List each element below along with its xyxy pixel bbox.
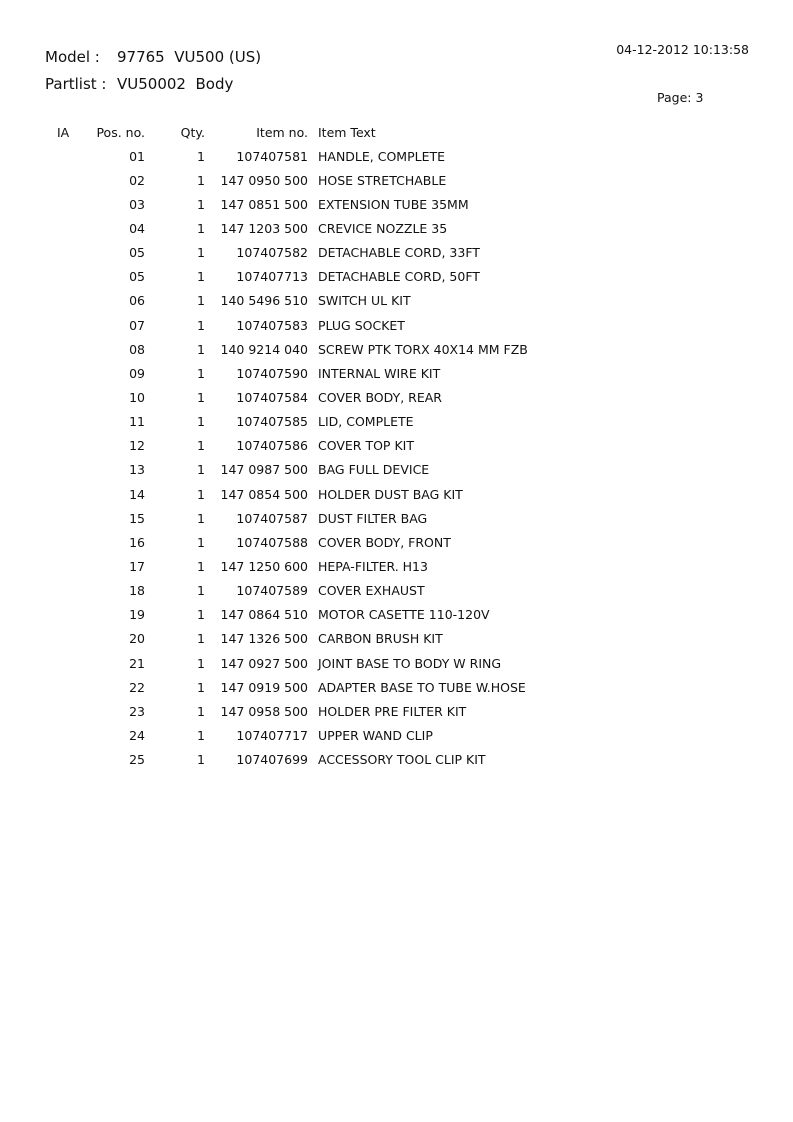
cell-pos-no: 03 (129, 196, 145, 212)
cell-ia (50, 144, 85, 168)
cell-ia (50, 265, 85, 289)
cell-pos-no: 15 (129, 510, 145, 526)
cell-ia (50, 434, 85, 458)
table-row (50, 289, 558, 313)
cell-pos-no: 08 (129, 341, 145, 357)
partlist-line (45, 75, 233, 93)
cell-ia (50, 675, 85, 699)
cell-item-text: HANDLE, COMPLETE (318, 148, 446, 164)
cell-item-text: ADAPTER BASE TO TUBE W.HOSE (318, 679, 526, 695)
cell-ia (50, 313, 85, 337)
cell-qty: 1 (197, 583, 205, 599)
cell-item-no: 147 0854 500 (220, 486, 308, 502)
cell-item-no: 107407581 (236, 148, 308, 164)
cell-qty: 1 (197, 365, 205, 381)
cell-item-text: DUST FILTER BAG (318, 510, 428, 526)
cell-item-text: DETACHABLE CORD, 50FT (318, 269, 480, 285)
table-row (50, 168, 558, 192)
table-row (50, 410, 558, 434)
cell-item-no: 107407588 (236, 534, 308, 550)
model-label: Model : (45, 48, 100, 66)
table-row (50, 506, 558, 530)
print-timestamp: 04-12-2012 10:13:58 (616, 42, 749, 57)
cell-item-text: EXTENSION TUBE 35MM (318, 196, 469, 212)
cell-qty: 1 (197, 727, 205, 743)
cell-ia (50, 699, 85, 723)
cell-ia (50, 723, 85, 747)
cell-pos-no: 16 (129, 534, 145, 550)
cell-item-text: ACCESSORY TOOL CLIP KIT (318, 752, 486, 768)
cell-qty: 1 (197, 293, 205, 309)
cell-ia (50, 482, 85, 506)
cell-pos-no: 02 (129, 172, 145, 188)
cell-qty: 1 (197, 703, 205, 719)
cell-item-text: INTERNAL WIRE KIT (318, 365, 441, 381)
cell-pos-no: 13 (129, 462, 145, 478)
table-row (50, 530, 558, 554)
cell-ia (50, 385, 85, 409)
cell-ia (50, 458, 85, 482)
column-header-ia: IA (57, 124, 70, 140)
cell-item-text: BAG FULL DEVICE (318, 462, 430, 478)
table-row (50, 385, 558, 409)
cell-item-text: COVER EXHAUST (318, 583, 425, 599)
table-row (50, 144, 558, 168)
table-row (50, 603, 558, 627)
page-value: 3 (695, 90, 704, 105)
parts-table (50, 120, 558, 772)
cell-item-no: 147 0958 500 (220, 703, 308, 719)
cell-item-no: 147 0987 500 (220, 462, 308, 478)
table-row (50, 337, 558, 361)
cell-item-text: HOLDER DUST BAG KIT (318, 486, 463, 502)
cell-qty: 1 (197, 607, 205, 623)
cell-item-text: MOTOR CASETTE 110-120V (318, 607, 490, 623)
column-header-item-no: Item no. (256, 124, 308, 140)
cell-item-no: 107407586 (236, 438, 308, 454)
partlist-value: VU50002 Body (117, 75, 234, 93)
cell-ia (50, 241, 85, 265)
cell-ia (50, 289, 85, 313)
cell-item-no: 147 0919 500 (220, 679, 308, 695)
cell-item-text: CARBON BRUSH KIT (318, 631, 443, 647)
table-row (50, 241, 558, 265)
cell-item-no: 107407582 (236, 245, 308, 261)
table-row (50, 723, 558, 747)
cell-item-text: JOINT BASE TO BODY W RING (318, 655, 502, 671)
cell-item-text: HOLDER PRE FILTER KIT (318, 703, 467, 719)
cell-item-no: 140 5496 510 (220, 293, 308, 309)
cell-ia (50, 627, 85, 651)
cell-pos-no: 01 (129, 148, 145, 164)
cell-item-no: 107407587 (236, 510, 308, 526)
cell-ia (50, 216, 85, 240)
cell-item-no: 107407590 (236, 365, 308, 381)
partlist-label: Partlist : (45, 75, 107, 93)
cell-item-text: UPPER WAND CLIP (318, 727, 433, 743)
cell-ia (50, 603, 85, 627)
cell-item-no: 147 0927 500 (220, 655, 308, 671)
cell-item-text: COVER TOP KIT (318, 438, 414, 454)
cell-pos-no: 19 (129, 607, 145, 623)
table-row (50, 265, 558, 289)
cell-item-no: 107407584 (236, 389, 308, 405)
cell-ia (50, 337, 85, 361)
cell-qty: 1 (197, 438, 205, 454)
cell-item-text: COVER BODY, FRONT (318, 534, 451, 550)
cell-pos-no: 04 (129, 220, 145, 236)
cell-ia (50, 651, 85, 675)
cell-item-text: HEPA-FILTER. H13 (318, 558, 428, 574)
table-row (50, 675, 558, 699)
cell-ia (50, 506, 85, 530)
table-row (50, 434, 558, 458)
cell-item-no: 107407585 (236, 414, 308, 430)
cell-ia (50, 579, 85, 603)
cell-qty: 1 (197, 148, 205, 164)
cell-pos-no: 05 (129, 245, 145, 261)
cell-pos-no: 10 (129, 389, 145, 405)
cell-qty: 1 (197, 510, 205, 526)
cell-item-no: 147 0851 500 (220, 196, 308, 212)
cell-pos-no: 05 (129, 269, 145, 285)
table-row (50, 579, 558, 603)
cell-item-no: 107407713 (236, 269, 308, 285)
cell-item-text: SCREW PTK TORX 40X14 MM FZB (318, 341, 528, 357)
column-header-item-text: Item Text (318, 124, 376, 140)
table-row (50, 482, 558, 506)
cell-item-no: 140 9214 040 (220, 341, 308, 357)
cell-qty: 1 (197, 196, 205, 212)
cell-item-no: 107407583 (236, 317, 308, 333)
cell-pos-no: 23 (129, 703, 145, 719)
table-row (50, 361, 558, 385)
cell-pos-no: 25 (129, 752, 145, 768)
cell-pos-no: 07 (129, 317, 145, 333)
table-row (50, 627, 558, 651)
cell-pos-no: 11 (129, 414, 145, 430)
cell-qty: 1 (197, 341, 205, 357)
table-row (50, 748, 558, 772)
cell-item-text: SWITCH UL KIT (318, 293, 411, 309)
cell-item-text: HOSE STRETCHABLE (318, 172, 447, 188)
cell-ia (50, 748, 85, 772)
cell-qty: 1 (197, 172, 205, 188)
cell-pos-no: 06 (129, 293, 145, 309)
cell-qty: 1 (197, 486, 205, 502)
cell-item-no: 147 1326 500 (220, 631, 308, 647)
cell-ia (50, 361, 85, 385)
cell-pos-no: 12 (129, 438, 145, 454)
column-header-pos: Pos. no. (96, 124, 145, 140)
column-header-qty: Qty. (180, 124, 205, 140)
cell-qty: 1 (197, 245, 205, 261)
table-header-row (50, 120, 558, 144)
cell-item-text: PLUG SOCKET (318, 317, 405, 333)
cell-ia (50, 410, 85, 434)
cell-item-text: CREVICE NOZZLE 35 (318, 220, 448, 236)
table-row (50, 699, 558, 723)
model-line (45, 48, 261, 66)
cell-pos-no: 20 (129, 631, 145, 647)
cell-pos-no: 09 (129, 365, 145, 381)
cell-pos-no: 14 (129, 486, 145, 502)
table-row (50, 313, 558, 337)
cell-pos-no: 18 (129, 583, 145, 599)
cell-qty: 1 (197, 389, 205, 405)
page-label: Page: (657, 90, 692, 105)
cell-pos-no: 22 (129, 679, 145, 695)
cell-ia (50, 554, 85, 578)
cell-qty: 1 (197, 752, 205, 768)
cell-item-no: 147 0864 510 (220, 607, 308, 623)
cell-qty: 1 (197, 269, 205, 285)
table-row (50, 554, 558, 578)
cell-item-no: 107407717 (236, 727, 308, 743)
cell-qty: 1 (197, 631, 205, 647)
page-number (657, 90, 703, 105)
cell-ia (50, 168, 85, 192)
cell-item-no: 107407699 (236, 752, 308, 768)
cell-qty: 1 (197, 679, 205, 695)
cell-pos-no: 24 (129, 727, 145, 743)
cell-qty: 1 (197, 317, 205, 333)
cell-qty: 1 (197, 220, 205, 236)
cell-qty: 1 (197, 655, 205, 671)
cell-pos-no: 21 (129, 655, 145, 671)
cell-qty: 1 (197, 462, 205, 478)
parts-table-body (50, 144, 558, 772)
cell-qty: 1 (197, 534, 205, 550)
cell-item-no: 147 0950 500 (220, 172, 308, 188)
cell-qty: 1 (197, 414, 205, 430)
table-row (50, 192, 558, 216)
cell-ia (50, 192, 85, 216)
table-row (50, 651, 558, 675)
table-row (50, 216, 558, 240)
cell-item-no: 147 1203 500 (220, 220, 308, 236)
cell-item-no: 147 1250 600 (220, 558, 308, 574)
cell-item-text: COVER BODY, REAR (318, 389, 442, 405)
cell-pos-no: 17 (129, 558, 145, 574)
cell-item-no: 107407589 (236, 583, 308, 599)
cell-ia (50, 530, 85, 554)
cell-qty: 1 (197, 558, 205, 574)
model-value: 97765 VU500 (US) (117, 48, 262, 66)
cell-item-text: LID, COMPLETE (318, 414, 414, 430)
cell-item-text: DETACHABLE CORD, 33FT (318, 245, 480, 261)
table-row (50, 458, 558, 482)
